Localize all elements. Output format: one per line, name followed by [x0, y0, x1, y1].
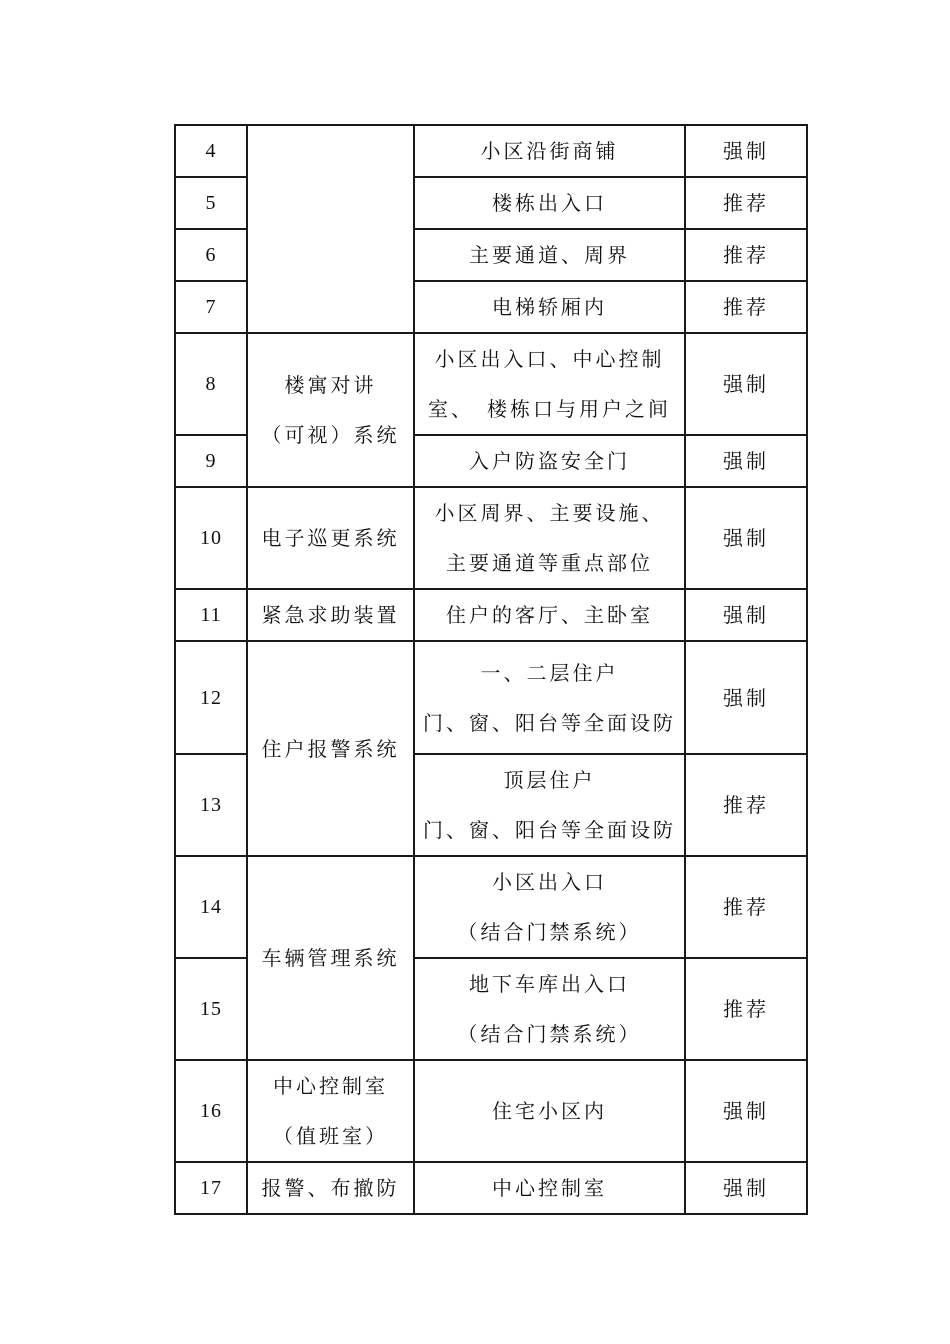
location-cell: [414, 958, 685, 1060]
row-number: 10: [175, 487, 247, 589]
location-line: 小区出入口: [492, 870, 607, 894]
requirement-cell: 推荐: [685, 856, 807, 958]
system-name-cell: 紧急求助装置: [247, 589, 414, 641]
requirement-cell: 强制: [685, 589, 807, 641]
location-cell: 住宅小区内: [414, 1060, 685, 1162]
system-name-line: （值班室）: [273, 1124, 388, 1148]
location-line: 室、 楼栋口与用户之间: [428, 397, 671, 421]
row-number: 17: [175, 1162, 247, 1214]
row-number: 13: [175, 754, 247, 856]
row-number: 16: [175, 1060, 247, 1162]
requirement-cell: 强制: [685, 125, 807, 177]
system-name-cell: [247, 125, 414, 333]
location-cell: [414, 487, 685, 589]
system-name-cell: 车辆管理系统: [247, 856, 414, 1060]
table-row: [175, 589, 807, 641]
location-line: 地下车库出入口: [469, 972, 630, 996]
row-number: 11: [175, 589, 247, 641]
system-name-cell: 电子巡更系统: [247, 487, 414, 589]
system-name-cell: 住户报警系统: [247, 641, 414, 856]
system-name-line: （可视）系统: [261, 423, 400, 447]
requirement-cell: 强制: [685, 1060, 807, 1162]
row-number: 15: [175, 958, 247, 1060]
location-cell: [414, 641, 685, 754]
location-line: 顶层住户: [503, 768, 596, 792]
location-line: 主要通道等重点部位: [446, 551, 653, 575]
location-line: （结合门禁系统）: [457, 920, 642, 944]
location-cell: 入户防盗安全门: [414, 435, 685, 487]
table-row: [175, 1060, 807, 1162]
requirement-cell: 推荐: [685, 177, 807, 229]
location-cell: 电梯轿厢内: [414, 281, 685, 333]
spec-table: [174, 124, 808, 1215]
location-cell: [414, 754, 685, 856]
row-number: 14: [175, 856, 247, 958]
table-row: [175, 641, 807, 754]
table-row: [175, 125, 807, 177]
requirement-cell: 推荐: [685, 754, 807, 856]
row-number: 4: [175, 125, 247, 177]
row-number: 9: [175, 435, 247, 487]
requirement-cell: 强制: [685, 487, 807, 589]
location-cell: 楼栋出入口: [414, 177, 685, 229]
location-cell: 主要通道、周界: [414, 229, 685, 281]
location-cell: [414, 333, 685, 435]
requirement-cell: 强制: [685, 1162, 807, 1214]
row-number: 5: [175, 177, 247, 229]
location-line: 小区出入口、中心控制: [434, 347, 665, 371]
row-number: 6: [175, 229, 247, 281]
system-name-cell: [247, 1060, 414, 1162]
system-name-line: 楼寓对讲: [284, 373, 377, 397]
requirement-cell: 推荐: [685, 958, 807, 1060]
table-row: [175, 487, 807, 589]
location-cell: [414, 856, 685, 958]
row-number: 7: [175, 281, 247, 333]
table-row: [175, 1162, 807, 1214]
location-line: 门、窗、阳台等全面设防: [423, 710, 676, 735]
requirement-cell: 强制: [685, 333, 807, 435]
location-cell: 住户的客厅、主卧室: [414, 589, 685, 641]
requirement-cell: 推荐: [685, 281, 807, 333]
system-name-line: 中心控制室: [273, 1074, 388, 1098]
system-name-cell: 报警、布撤防: [247, 1162, 414, 1214]
location-cell: 小区沿街商铺: [414, 125, 685, 177]
system-name-cell: [247, 333, 414, 487]
requirement-cell: 强制: [685, 435, 807, 487]
row-number: 12: [175, 641, 247, 754]
requirement-cell: 强制: [685, 641, 807, 754]
table-row: [175, 856, 807, 958]
table-row: [175, 333, 807, 435]
location-line: 门、窗、阳台等全面设防: [423, 818, 676, 842]
row-number: 8: [175, 333, 247, 435]
location-line: （结合门禁系统）: [457, 1022, 642, 1046]
location-line: 小区周界、主要设施、: [434, 501, 665, 525]
location-cell: 中心控制室: [414, 1162, 685, 1214]
requirement-cell: 推荐: [685, 229, 807, 281]
location-line: 一、二层住户: [480, 660, 619, 685]
